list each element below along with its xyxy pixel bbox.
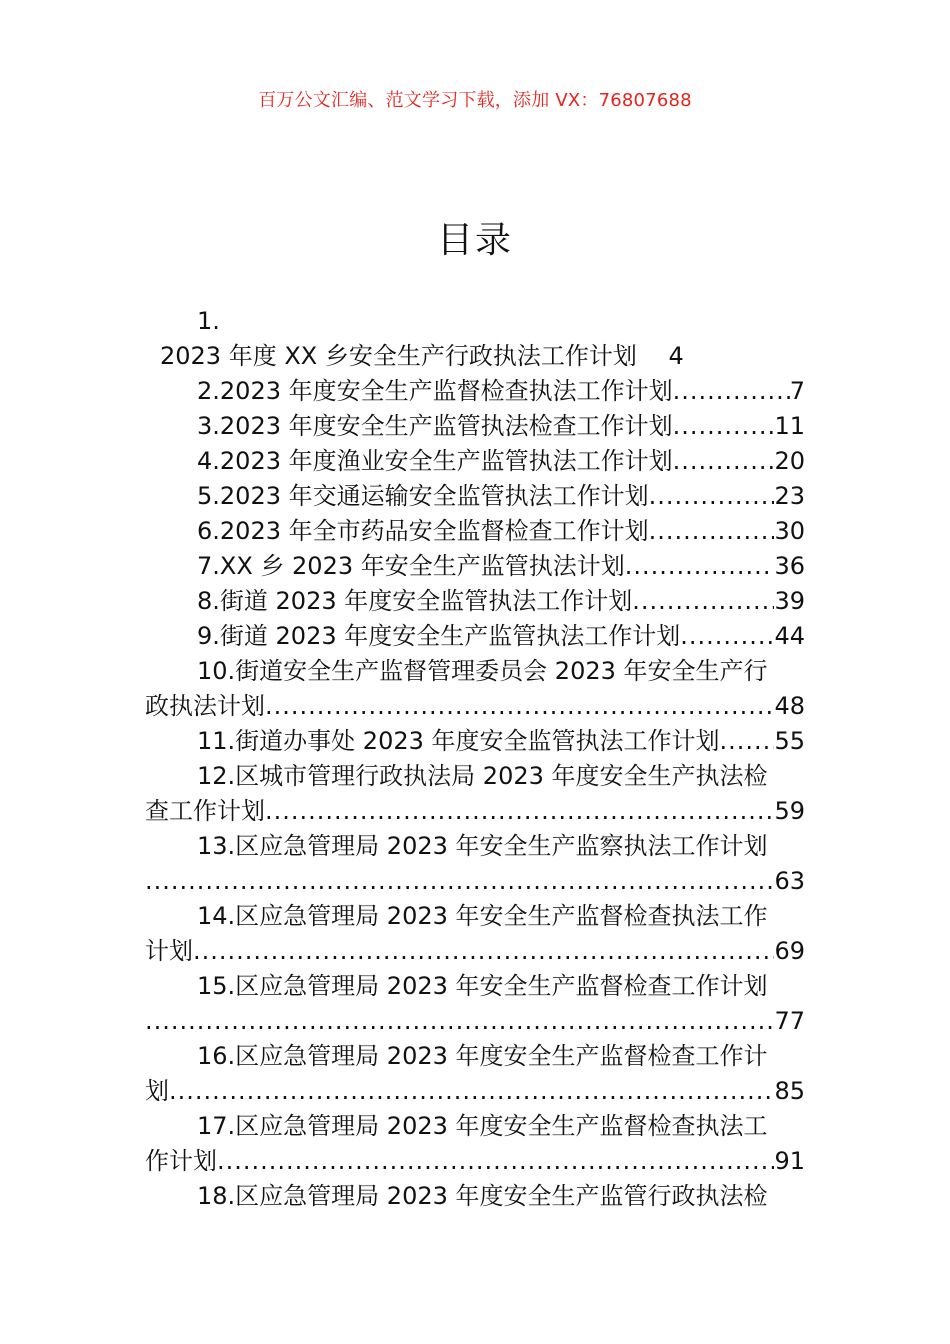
toc-item-page: 23 bbox=[774, 482, 805, 510]
toc-item-text: 15.区应急管理局 2023 年安全生产监督检查工作计划 bbox=[197, 972, 768, 1000]
toc-item-10-line1[interactable] bbox=[145, 654, 805, 689]
toc-leader-dots bbox=[265, 794, 774, 829]
toc-leader-dots bbox=[632, 584, 774, 619]
toc-item-12-line2[interactable] bbox=[145, 794, 805, 829]
toc-leader-dots bbox=[673, 409, 775, 444]
toc-leader-dots bbox=[649, 514, 775, 549]
toc-item-text: 9.街道 2023 年度安全生产监管执法工作计划 bbox=[197, 622, 681, 650]
toc-leader-dots bbox=[145, 1004, 774, 1039]
toc-item-text: 5.2023 年交通运输安全监管执法工作计划 bbox=[197, 482, 649, 510]
toc-item-8[interactable] bbox=[145, 584, 805, 619]
toc-item-text: 13.区应急管理局 2023 年安全生产监察执法工作计划 bbox=[197, 832, 768, 860]
toc-item-13-line1[interactable] bbox=[145, 829, 805, 864]
toc-item-3[interactable] bbox=[145, 409, 805, 444]
toc-item-text: 17.区应急管理局 2023 年度安全生产监督检查执法工 bbox=[197, 1112, 768, 1140]
toc-item-page: 63 bbox=[774, 867, 805, 895]
page-title: 目录 bbox=[436, 220, 513, 261]
toc-item-page: 69 bbox=[774, 937, 805, 965]
toc-leader-dots bbox=[673, 444, 775, 479]
toc-item-page: 55 bbox=[774, 727, 805, 755]
toc-item-17-line2[interactable] bbox=[145, 1144, 805, 1179]
toc-item-text: 14.区应急管理局 2023 年安全生产监督检查执法工作 bbox=[197, 902, 768, 930]
toc-item-page: 7 bbox=[789, 377, 805, 405]
toc-item-page: 39 bbox=[774, 587, 805, 615]
toc-item-text: 18.区应急管理局 2023 年度安全生产监管行政执法检 bbox=[197, 1182, 768, 1210]
toc-item-page: 36 bbox=[774, 552, 805, 580]
toc-leader-dots bbox=[649, 479, 775, 514]
toc-item-5[interactable] bbox=[145, 479, 805, 514]
toc-leader-dots bbox=[145, 864, 774, 899]
toc-item-9[interactable] bbox=[145, 619, 805, 654]
toc-leader-dots bbox=[217, 1144, 774, 1179]
toc-item-14-line2[interactable] bbox=[145, 934, 805, 969]
toc-item-7[interactable] bbox=[145, 549, 805, 584]
toc-item-page: 85 bbox=[774, 1077, 805, 1105]
toc-item-text: 7.XX 乡 2023 年安全生产监管执法计划 bbox=[197, 552, 625, 580]
toc-item-6[interactable] bbox=[145, 514, 805, 549]
toc-item-page: 4 bbox=[668, 342, 684, 370]
toc-item-text: 10.街道安全生产监督管理委员会 2023 年安全生产行 bbox=[197, 657, 768, 685]
toc-item-16-line2[interactable] bbox=[145, 1074, 805, 1109]
toc-item-text: 11.街道办事处 2023 年度安全监管执法工作计划 bbox=[197, 727, 720, 755]
toc-item-text-continued: 查工作计划 bbox=[145, 797, 265, 825]
toc-item-text: 4.2023 年度渔业安全生产监管执法工作计划 bbox=[197, 447, 673, 475]
toc-item-page: 48 bbox=[774, 692, 805, 720]
toc-item-text: 6.2023 年全市药品安全监督检查工作计划 bbox=[197, 517, 649, 545]
toc-item-4[interactable] bbox=[145, 444, 805, 479]
toc-item-text: 12.区城市管理行政执法局 2023 年度安全生产执法检 bbox=[197, 762, 768, 790]
toc-item-14-line1[interactable] bbox=[145, 899, 805, 934]
toc-item-10-line2[interactable] bbox=[145, 689, 805, 724]
toc-leader-dots bbox=[265, 689, 774, 724]
toc-item-1-number-line bbox=[145, 304, 805, 339]
toc-item-text: 2023 年度 XX 乡安全生产行政执法工作计划 bbox=[160, 342, 637, 370]
toc-item-12-line1[interactable] bbox=[145, 759, 805, 794]
toc-leader-dots bbox=[680, 619, 774, 654]
toc-item-text-continued: 计划 bbox=[145, 937, 193, 965]
toc-item-15-line2[interactable] bbox=[145, 1004, 805, 1039]
toc-item-13-line2[interactable] bbox=[145, 864, 805, 899]
toc-item-page: 30 bbox=[774, 517, 805, 545]
toc-item-text-continued: 政执法计划 bbox=[145, 692, 265, 720]
toc-item-text: 2.2023 年度安全生产监督检查执法工作计划 bbox=[197, 377, 673, 405]
header-promo-text: 百万公文汇编、范文学习下载，添加 VX：76807688 bbox=[258, 90, 692, 111]
toc-item-11[interactable] bbox=[145, 724, 805, 759]
toc-leader-dots bbox=[169, 1074, 774, 1109]
toc-item-16-line1[interactable] bbox=[145, 1039, 805, 1074]
toc-item-page: 59 bbox=[774, 797, 805, 825]
toc-item-2[interactable] bbox=[145, 374, 805, 409]
toc-item-17-line1[interactable] bbox=[145, 1109, 805, 1144]
toc-leader-dots bbox=[193, 934, 774, 969]
toc-leader-dots bbox=[625, 549, 775, 584]
toc-item-text-continued: 作计划 bbox=[145, 1147, 217, 1175]
toc-item-text-continued: 划 bbox=[145, 1077, 169, 1105]
toc-item-15-line1[interactable] bbox=[145, 969, 805, 1004]
toc-item-18-line1[interactable] bbox=[145, 1179, 805, 1214]
toc-item-1-text-line[interactable] bbox=[145, 339, 805, 374]
toc-item-number: 1. bbox=[197, 307, 220, 335]
toc-item-text: 3.2023 年度安全生产监管执法检查工作计划 bbox=[197, 412, 673, 440]
toc-leader-dots bbox=[673, 374, 790, 409]
toc-item-text: 8.街道 2023 年度安全监管执法工作计划 bbox=[197, 587, 633, 615]
toc-item-page: 20 bbox=[774, 447, 805, 475]
toc-item-page: 91 bbox=[774, 1147, 805, 1175]
toc-item-page: 77 bbox=[774, 1007, 805, 1035]
toc-item-page: 44 bbox=[774, 622, 805, 650]
toc-leader-dots bbox=[720, 724, 775, 759]
toc-item-text: 16.区应急管理局 2023 年度安全生产监督检查工作计 bbox=[197, 1042, 768, 1070]
toc-item-page: 11 bbox=[774, 412, 805, 440]
